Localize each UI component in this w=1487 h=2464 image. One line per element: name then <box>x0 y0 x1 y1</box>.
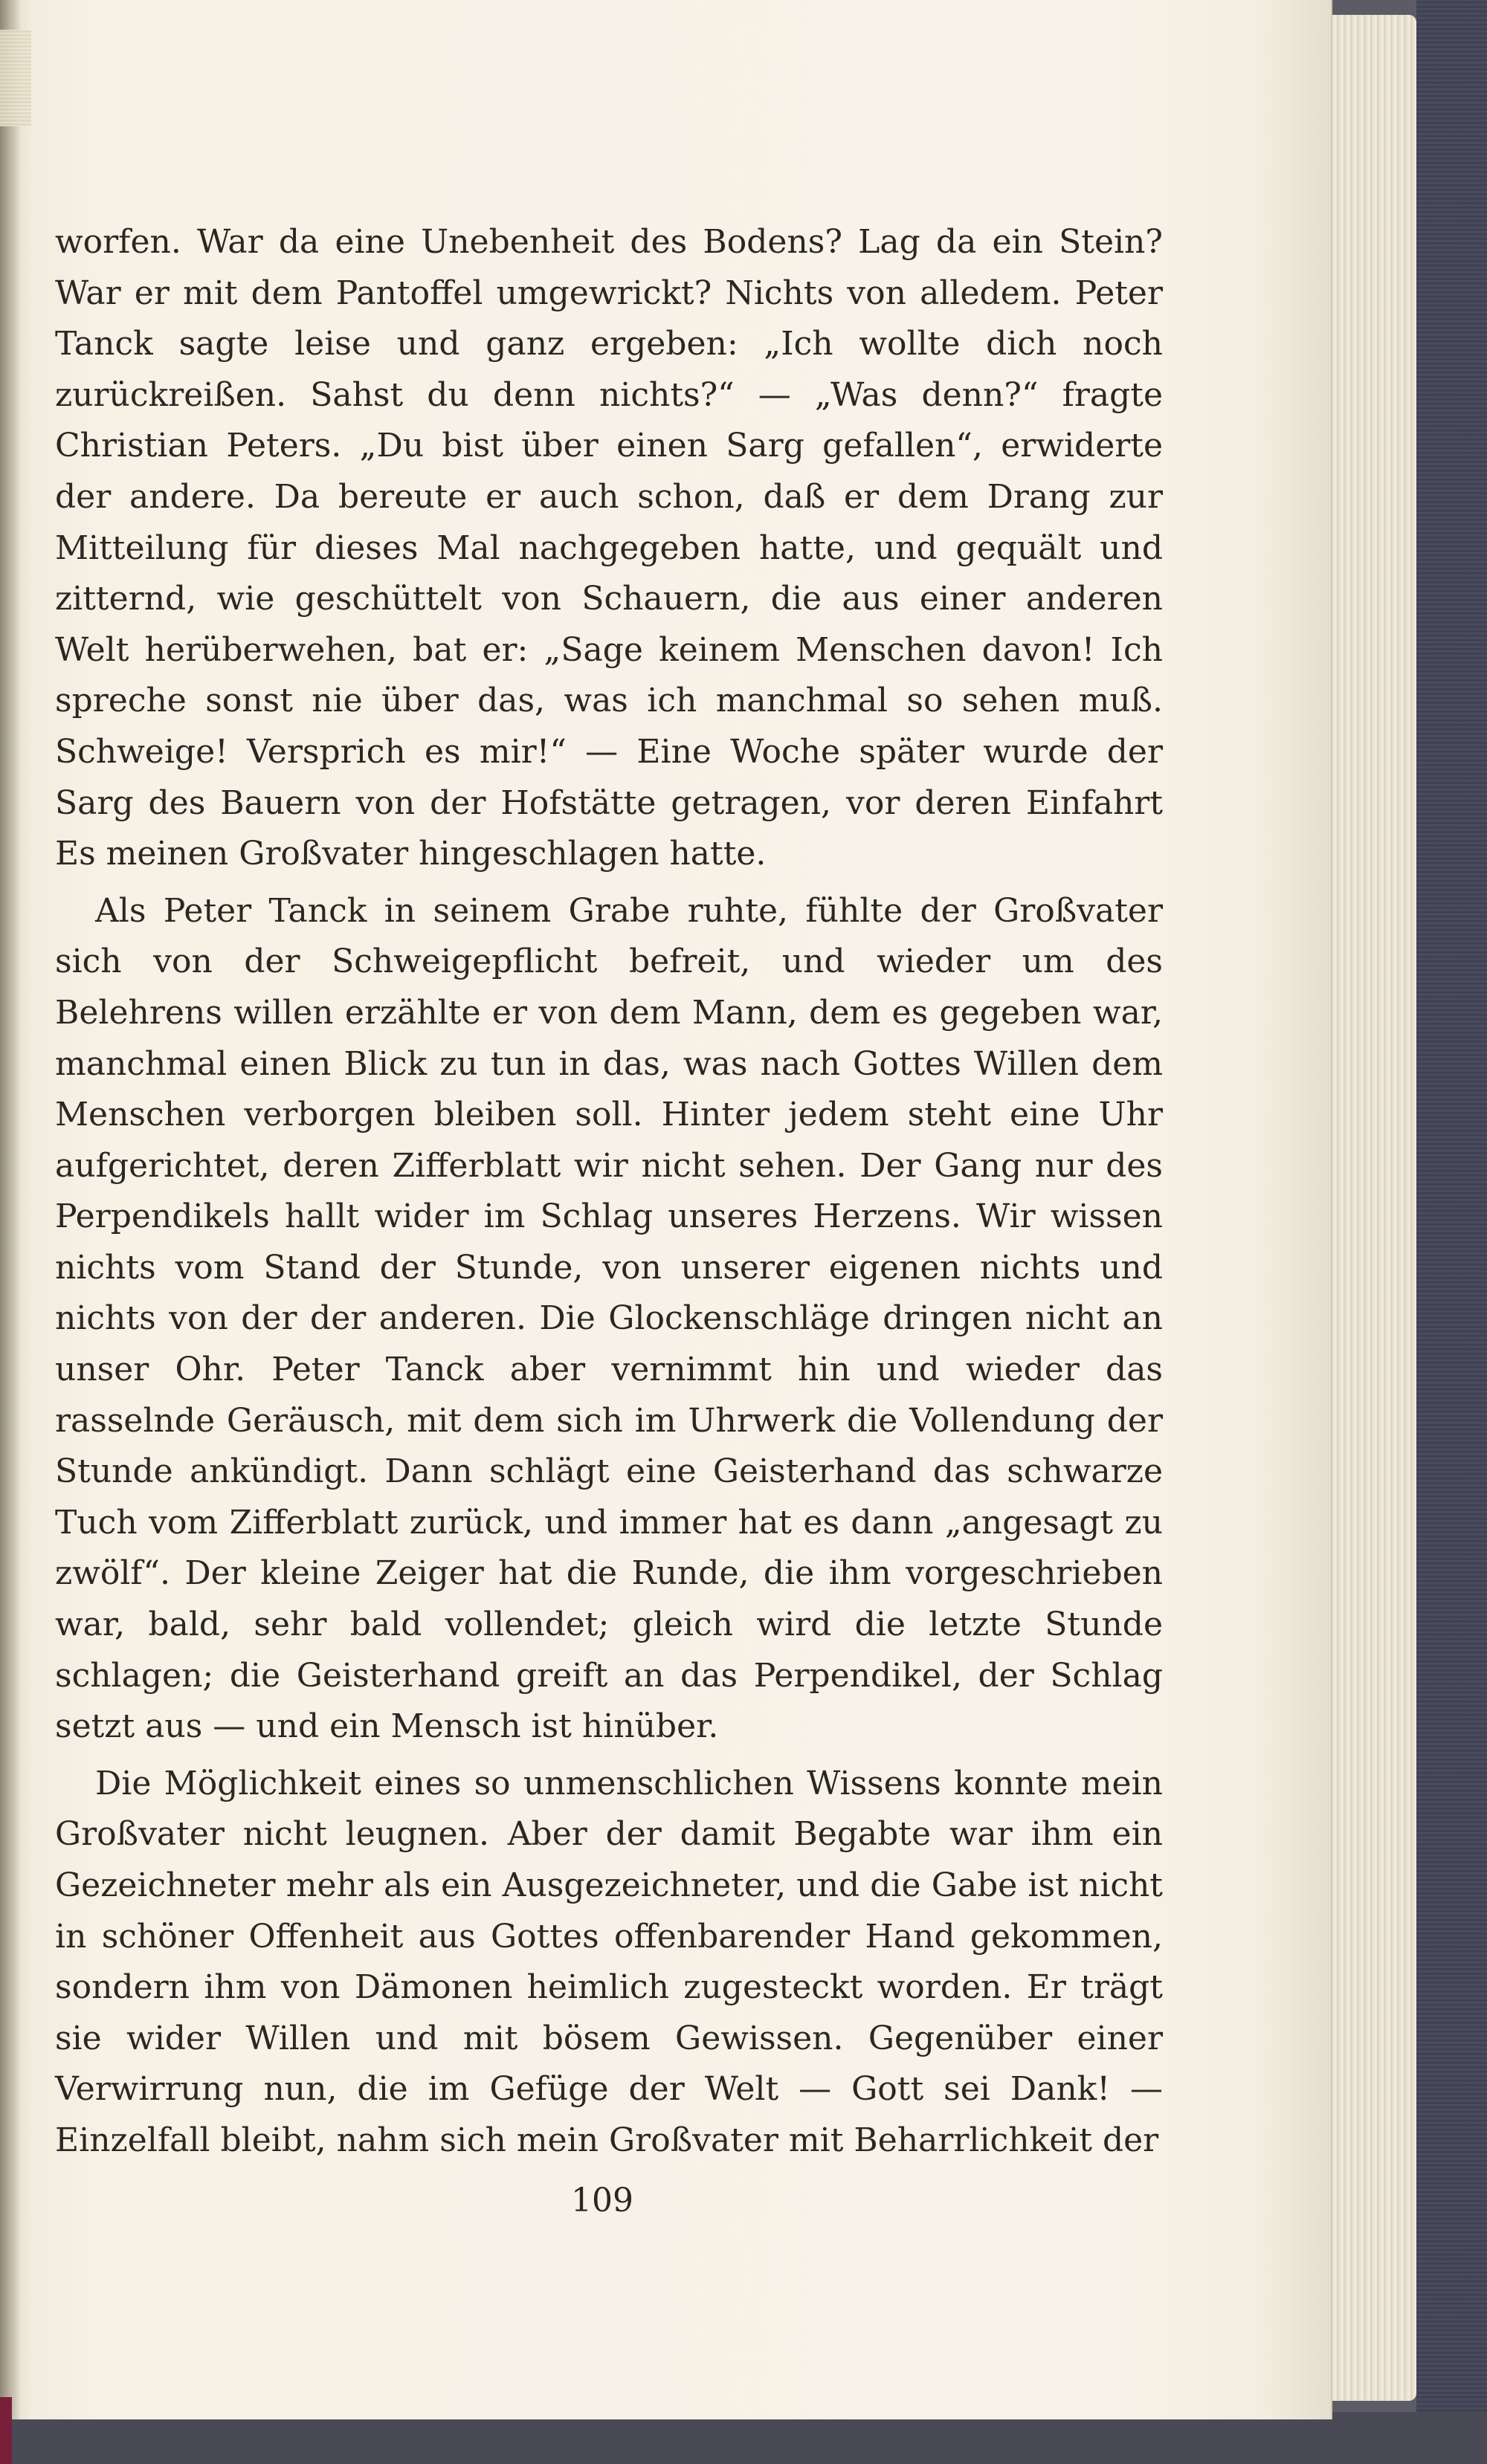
body-text <box>55 217 1163 2167</box>
page-number: 109 <box>571 2182 633 2219</box>
paragraph-2: Als Peter Tanck in seinem Grabe ruhte, fühlte der Großvater sich von der Schweigepflicht befreit, und wieder um des Belehrens willen erzählte er von dem Mann, dem es gegeben war, manchmal einen Blick zu tun in das, was nach Gottes Willen dem Menschen verborgen bleiben soll. Hinter jedem steht eine Uhr aufgerichtet, deren Zifferblatt wir nicht sehen. Der Gang nur des Perpendikels hallt wider im Schlag unseres Herzens. Wir wissen nichts vom Stand der Stunde, von unserer eigenen nichts und nichts von der der anderen. Die Glockenschläge dringen nicht an unser Ohr. Peter Tanck aber vernimmt hin und wieder das rasselnde Geräusch, mit dem sich im Uhrwerk die Vollendung der Stunde ankündigt. Dann schlägt eine Geisterhand das schwarze Tuch vom Zifferblatt zurück, und immer hat es dann „angesagt zu zwölf“. Der kleine Zeiger hat die Runde, die ihm vorgeschrieben war, bald, sehr bald vollendet; gleich wird die letzte Stunde schlagen; die Geisterhand greift an das Perpendikel, der Schlag setzt aus — und ein Mensch ist hinüber. <box>55 891 1163 1746</box>
bookmark-strip <box>0 30 31 126</box>
ribbon-marker <box>0 2397 12 2464</box>
page-stack-edge <box>1320 15 1416 2401</box>
book-cover-edge <box>1416 0 1487 2464</box>
binding-shadow <box>0 0 21 2419</box>
paragraph-1: worfen. War da eine Unebenheit des Bodens? Lag da ein Stein? War er mit dem Pantoffel umgewrickt? Nichts von alledem. Peter Tanck sagte leise und ganz ergeben: „Ich wollte dich noch zurückreißen. Sahst du denn nichts?“ — „Was denn?“ fragte Christian Peters. „Du bist über einen Sarg gefallen“, erwiderte der andere. Da bereute er auch schon, daß er dem Drang zur Mitteilung für dieses Mal nachgegeben hatte, und gequält und zitternd, wie geschüttelt von Schauern, die aus einer anderen Welt herüberwehen, bat er: „Sage keinem Menschen davon! Ich spreche sonst nie über das, was ich manchmal so sehen muß. Schweige! Versprich es mir!“ — Eine Woche später wurde der Sarg des Bauern von der Hofstätte getragen, vor deren Einfahrt Es meinen Großvater hingeschlagen hatte. <box>55 223 1163 873</box>
bottom-cover-band <box>0 2412 1487 2464</box>
paragraph-3: Die Möglichkeit eines so unmenschlichen Wissens konnte mein Großvater nicht leugnen. Aber der damit Begabte war ihm ein Gezeichneter mehr als ein Ausgezeichneter, und die Gabe ist nicht in schöner Offenheit aus Gottes offenbarender Hand gekommen, sondern ihm von Dämonen heimlich zugesteckt worden. Er trägt sie wider Willen und mit bösem Gewissen. Gegenüber einer Verwirrung nun, die im Gefüge der Welt — Gott sei Dank! — Einzelfall bleibt, nahm sich mein Großvater mit Beharrlichkeit der <box>55 1764 1163 2159</box>
